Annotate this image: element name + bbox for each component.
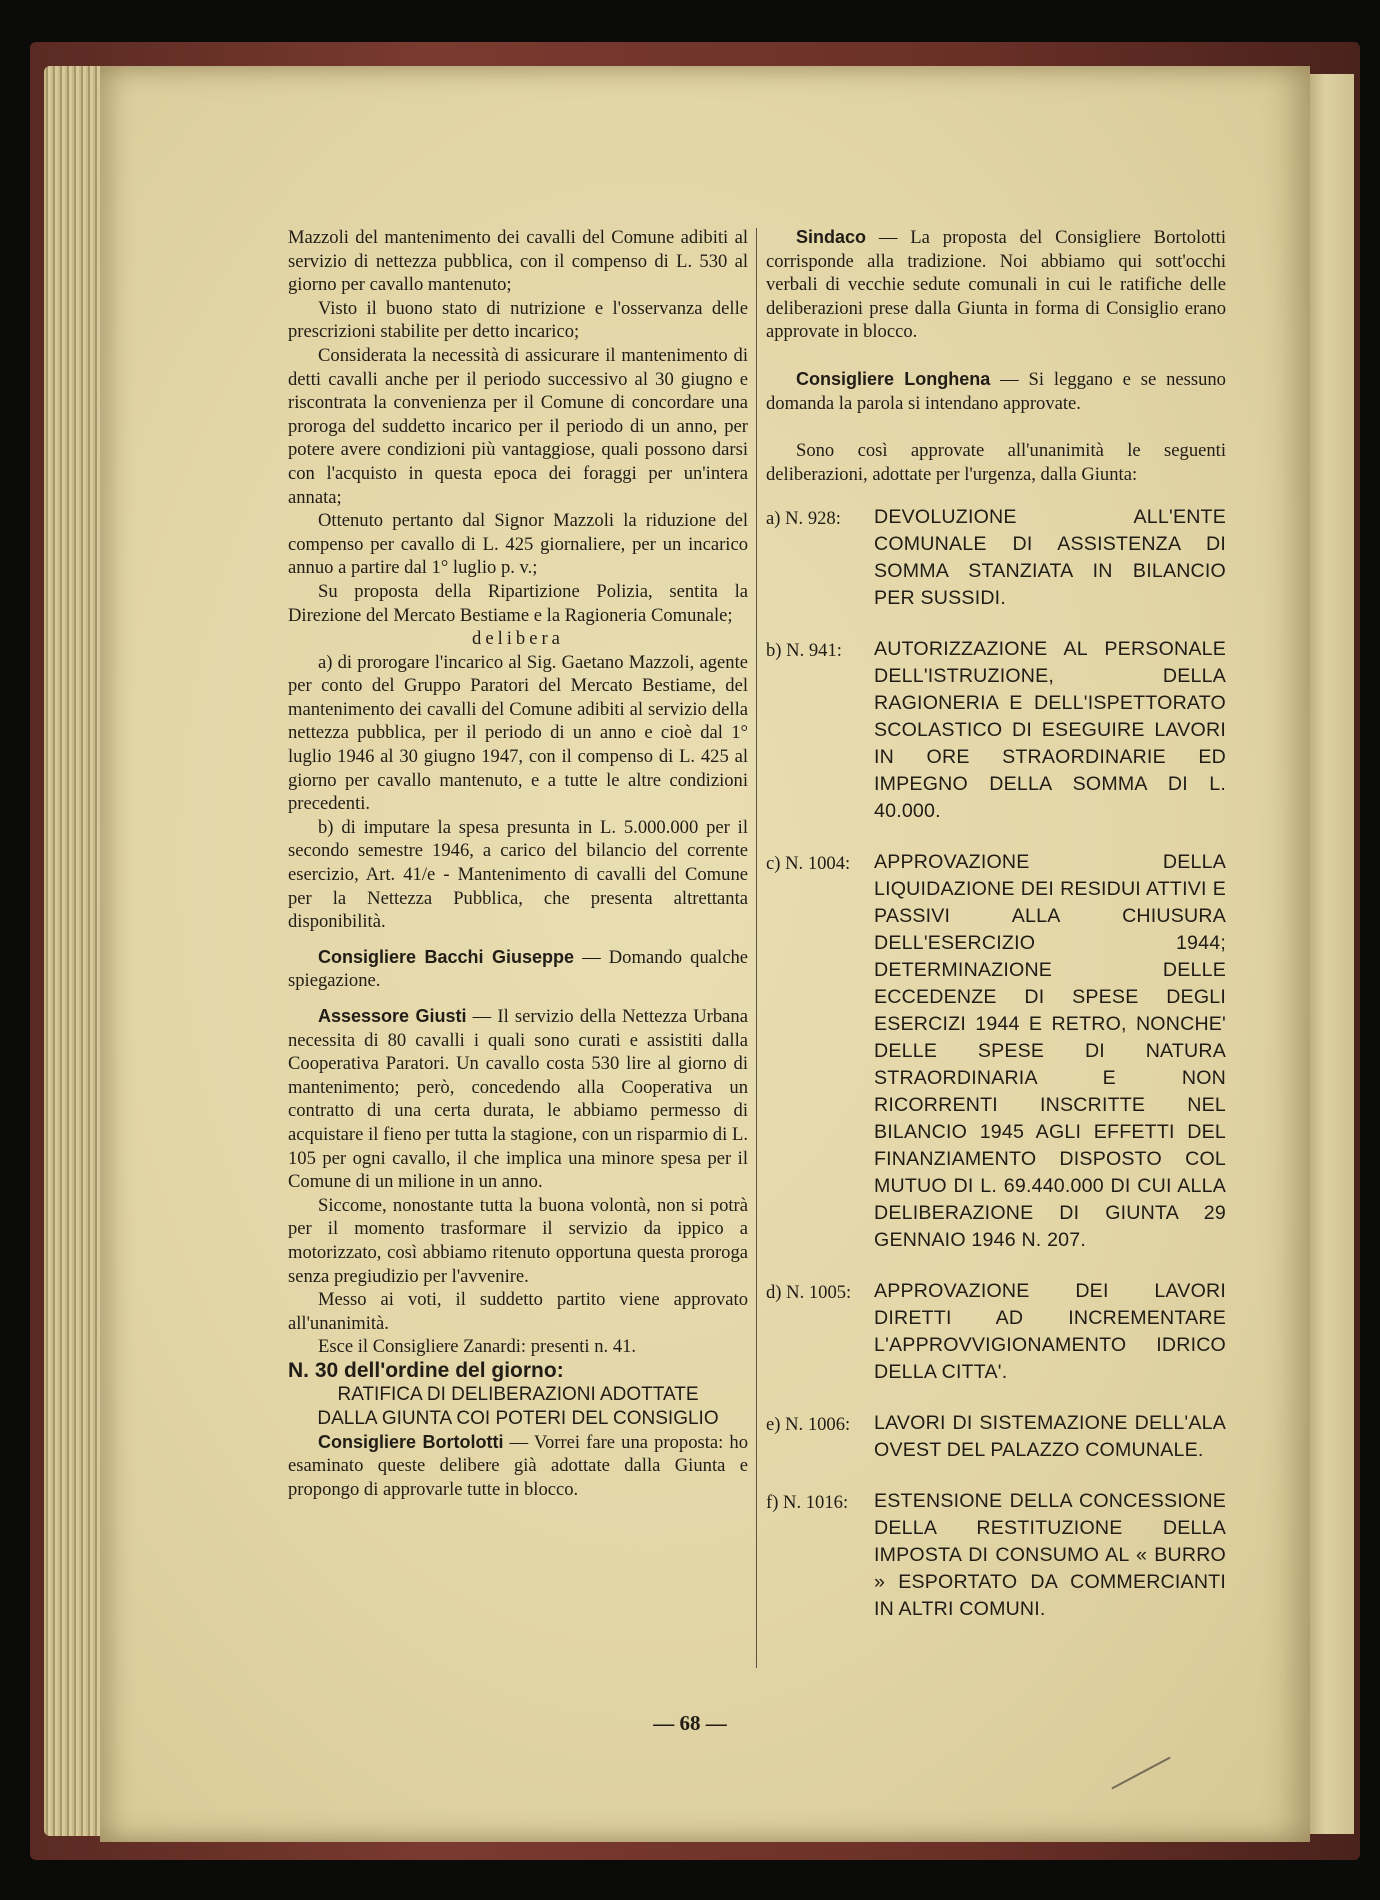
- deliberation-number: f) N. 1016:: [766, 1492, 849, 1514]
- deliberation-item: [766, 504, 1226, 612]
- deliberation-title: DEVOLUZIONE ALL'ENTE COMUNALE DI ASSISTENZA DI SOMMA STANZIATA IN BILANCIO PER SUSSIDI.: [874, 506, 1226, 610]
- paragraph-approvate: Sono così approvate all'unanimità le seguenti deliberazioni, adottate per l'urgenza, dalla Giunta:: [766, 440, 1226, 485]
- deliberation-number: b) N. 941:: [766, 640, 842, 662]
- speech-bacchi-text: — Domando qualche spiegazione.: [288, 946, 748, 992]
- paragraph-point-a: a) di prorogare l'incarico al Sig. Gaetano Mazzoli, agente per conto del Gruppo Paratori del Mercato Bestiame, del mantenimento dei cavalli del Comune adibiti al servizio della nettezza pubblica, per il periodo di un anno e cioè dal 1° luglio 1946 al 30 giugno 1947, con il compenso di L. 425 al giorno per cavallo mantenuto, e a tutte le altre condizioni precedenti.: [288, 651, 748, 815]
- deliberation-item: [766, 849, 1226, 1254]
- speaker-longhena: Consigliere Longhena: [796, 368, 991, 389]
- paragraph-siccome: Siccome, nonostante tutta la buona volontà, non si potrà per il momento trasformare il servizio da ippico a motorizzato, così abbiamo ritenuto opportuna questa proroga senza pregiudizio per l'avvenire.: [288, 1194, 748, 1287]
- paragraph-point-b: b) di imputare la spesa presunta in L. 5.000.000 per il secondo semestre 1946, a carico del bilancio del corrente esercizio, Art. 41/e - Mantenimento di cavalli del Comune per la Nettezza Pubblica, che presenta altrettanta disponibilità.: [288, 816, 748, 933]
- paragraph-esce: Esce il Consigliere Zanardi: presenti n. 41.: [318, 1336, 637, 1358]
- paragraph-intro: Mazzoli del mantenimento dei cavalli del Comune adibiti al servizio di nettezza pubblica, con il compenso di L. 530 al giorno per cavallo mantenuto;: [288, 227, 748, 296]
- deliberation-item: [766, 1278, 1226, 1386]
- page-number: — 68 —: [653, 1711, 727, 1735]
- right-column: [766, 226, 1226, 1647]
- deliberation-item: [766, 1410, 1226, 1464]
- speaker-bacchi: Consigliere Bacchi Giuseppe: [318, 946, 574, 967]
- left-column: [288, 226, 748, 1501]
- deliberation-title: APPROVAZIONE DELLA LIQUIDAZIONE DEI RESIDUI ATTIVI E PASSIVI ALLA CHIUSURA DELL'ESERCIZIO 1944; DETERMINAZIONE DELLE ECCEDENZE DI SPESE DEGLI ESERCIZI 1944 E RETRO, NONCHE' DELLE SPESE DI NATURA STRAORDINARIA E NON RICORRENTI INSCRITTE NEL BILANCIO 1945 AGLI EFFETTI DEL FINANZIAMENTO DISPOSTO COL MUTUO DI L. 69.440.000 DI CUI ALLA DELIBERAZIONE DI GIUNTA 29 GENNAIO 1946 N. 207.: [874, 851, 1226, 1252]
- speech-longhena: [766, 368, 1226, 415]
- deliberation-number: d) N. 1005:: [766, 1282, 852, 1304]
- speaker-giusti: Assessore Giusti: [318, 1006, 467, 1026]
- speaker-bortolotti: Consigliere Bortolotti: [318, 1431, 504, 1452]
- deliberation-item: [766, 1488, 1226, 1623]
- agenda-item-heading: N. 30 dell'ordine del giorno:: [288, 1358, 564, 1382]
- paragraph-messo-ai-voti: Messo ai voti, il suddetto partito viene approvato all'unanimità.: [288, 1289, 748, 1334]
- deliberation-title: APPROVAZIONE DEI LAVORI DIRETTI AD INCREMENTARE L'APPROVVIGIONAMENTO IDRICO DELLA CITTA'.: [874, 1280, 1226, 1384]
- paragraph-considerata: Considerata la necessità di assicurare il mantenimento di detti cavalli anche per il periodo successivo al 30 giugno e riscontrata la convenienza per il Comune di concordare una proroga del suddetto incarico per il periodo di un anno, per potere avere condizioni più vantaggiose, quali possono darsi con l'acquisto in questa epoca dei foraggi per un'intera annata;: [288, 344, 748, 508]
- deliberation-number: a) N. 928:: [766, 508, 841, 530]
- delibera-heading: delibera: [472, 628, 564, 650]
- deliberation-list: [766, 504, 1226, 1623]
- deliberation-item: [766, 636, 1226, 825]
- facing-page-edge: [1306, 74, 1354, 1834]
- speech-sindaco-text: — La proposta del Consigliere Bortolotti corrisponde alla tradizione. Noi abbiamo qui sott'occhi verbali di vecchie sedute comunali in cui le ratifiche delle deliberazioni prese dalla Giunta in forma di Consiglio erano approvate in blocco.: [766, 227, 1226, 343]
- deliberation-title: AUTORIZZAZIONE AL PERSONALE DELL'ISTRUZIONE, DELLA RAGIONERIA E DELL'ISPETTORATO SCOLASTICO DI ESEGUIRE LAVORI IN ORE STRAORDINARIE ED IMPEGNO DELLA SOMMA DI L. 40.000.: [874, 638, 1226, 823]
- speech-giusti: [288, 1005, 748, 1194]
- speech-sindaco: [766, 226, 1226, 344]
- agenda-item-title: RATIFICA DI DELIBERAZIONI ADOTTATE DALLA GIUNTA COI POTERI DEL CONSIGLIO: [317, 1383, 719, 1429]
- deliberation-title: LAVORI DI SISTEMAZIONE DELL'ALA OVEST DEL PALAZZO COMUNALE.: [874, 1412, 1226, 1462]
- speech-bortolotti: [288, 1431, 748, 1502]
- deliberation-number: c) N. 1004:: [766, 853, 851, 875]
- speech-giusti-text: — Il servizio della Nettezza Urbana necessita di 80 cavalli i quali sono curati e assistiti dalla Cooperativa Paratori. Un cavallo costa 530 lire al giorno di mantenimento; però, concedendo alla Cooperativa un contratto di una certa durata, le abbiamo permesso di acquistare il fieno per tutta la stagione, con un risparmio di L. 105 per ogni cavallo, il che implica una minore spesa per il Comune di un milione in un anno.: [288, 1006, 748, 1193]
- deliberation-title: ESTENSIONE DELLA CONCESSIONE DELLA RESTITUZIONE DELLA IMPOSTA DI CONSUMO AL « BURRO » ESPORTATO DA COMMERCIANTI IN ALTRI COMUNI.: [874, 1490, 1226, 1621]
- speaker-sindaco: Sindaco: [796, 227, 867, 247]
- paragraph-ottenuto: Ottenuto pertanto dal Signor Mazzoli la riduzione del compenso per cavallo di L. 425 giornaliere, per un incarico annuo a partire dal 1° luglio p. v.;: [288, 510, 748, 579]
- speech-bacchi: [288, 946, 748, 993]
- deliberation-number: e) N. 1006:: [766, 1414, 851, 1436]
- speech-longhena-text: — Si leggano e se nessuno domanda la parola si intendano approvate.: [766, 368, 1226, 414]
- paragraph-su-proposta: Su proposta della Ripartizione Polizia, sentita la Direzione del Mercato Bestiame e la Ragioneria Comunale;: [288, 580, 748, 626]
- paragraph-visto: Visto il buono stato di nutrizione e l'osservanza delle prescrizioni stabilite per detto incarico;: [288, 297, 748, 343]
- speech-bortolotti-text: — Vorrei fare una proposta: ho esaminato queste delibere già adottate dalla Giunta e propongo di approvarle tutte in blocco.: [288, 1431, 749, 1500]
- column-divider: [756, 228, 757, 1668]
